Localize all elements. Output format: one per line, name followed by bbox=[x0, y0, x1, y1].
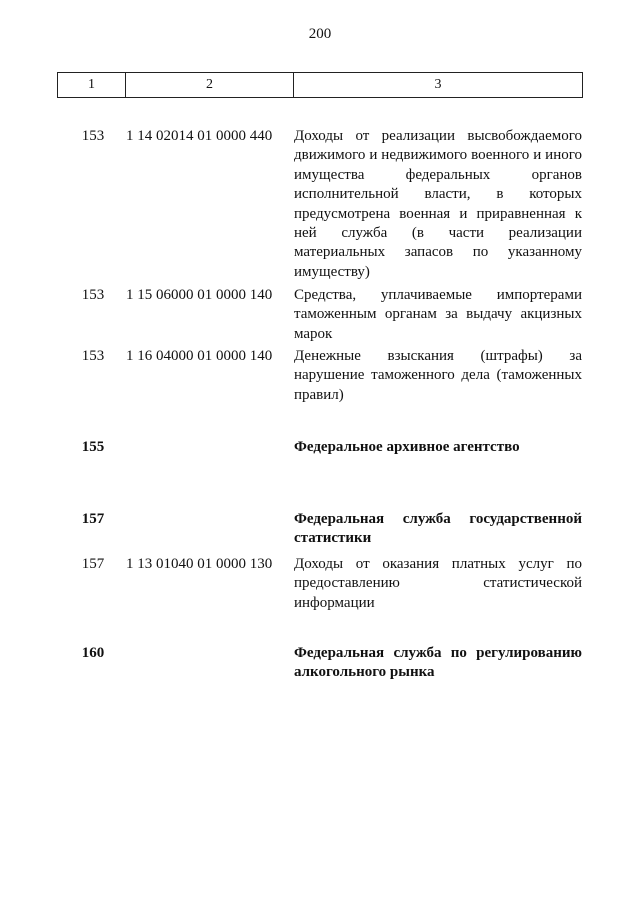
header-col-3: 3 bbox=[434, 77, 442, 92]
header-col-1: 1 bbox=[58, 73, 126, 97]
budget-code: 1 14 02014 01 0000 440 bbox=[126, 128, 273, 144]
income-description: Доходы от реализации высвобождаемого движимого и недвижимого военного и иного имущества федеральных органов исполнительной власти, в которых предусмотрена военная и приравненная к ней служба (в части реализации материальных запасов по указанному имуществу) bbox=[294, 128, 582, 280]
budget-code: 1 16 04000 01 0000 140 bbox=[126, 348, 273, 364]
page-number: 200 bbox=[308, 26, 332, 42]
admin-code: 157 bbox=[81, 556, 105, 572]
admin-code: 155 bbox=[81, 439, 105, 455]
table-header bbox=[57, 72, 583, 98]
budget-code: 1 15 06000 01 0000 140 bbox=[126, 287, 273, 303]
agency-name: Федеральная служба государственной статистики bbox=[294, 511, 582, 547]
admin-code: 157 bbox=[81, 511, 105, 527]
budget-code: 1 13 01040 01 0000 130 bbox=[126, 556, 273, 572]
admin-code: 153 bbox=[81, 348, 105, 364]
agency-name: Федеральная служба по регулированию алкогольного рынка bbox=[294, 645, 582, 681]
agency-name: Федеральное архивное агентство bbox=[294, 439, 520, 455]
admin-code: 160 bbox=[81, 645, 105, 661]
header-col-2: 2 bbox=[126, 73, 294, 97]
income-description: Денежные взыскания (штрафы) за нарушение таможенного дела (таможенных правил) bbox=[294, 348, 582, 403]
admin-code: 153 bbox=[81, 287, 105, 303]
income-description: Доходы от оказания платных услуг по предоставлению статистической информации bbox=[294, 556, 582, 611]
admin-code: 153 bbox=[81, 128, 105, 144]
income-description: Средства, уплачиваемые импортерами таможенным органам за выдачу акцизных марок bbox=[294, 287, 582, 342]
